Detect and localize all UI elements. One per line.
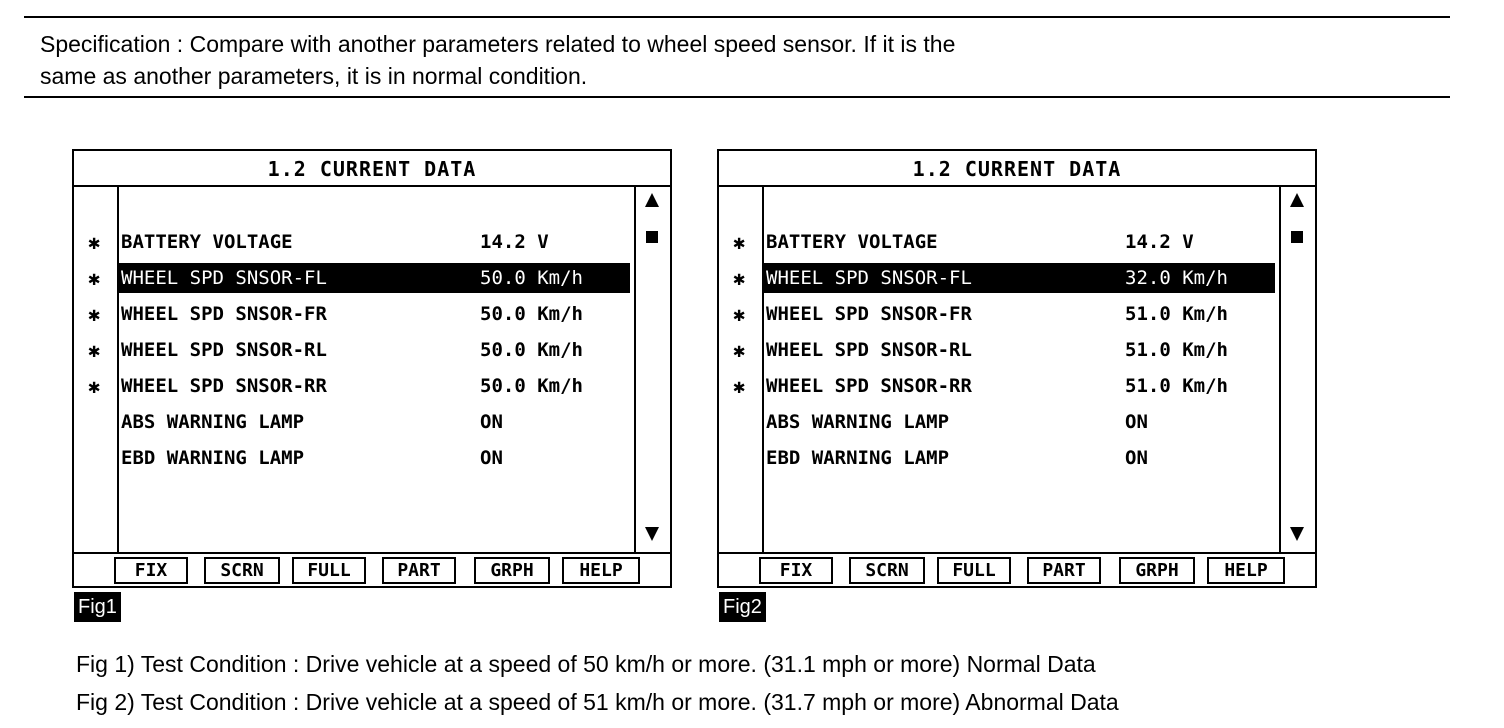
parameter-label: WHEEL SPD SNSOR-FL <box>121 267 327 289</box>
parameter-value: 51.0 Km/h <box>1125 303 1228 325</box>
data-row[interactable] <box>719 335 1279 365</box>
parameter-value: 51.0 Km/h <box>1125 339 1228 361</box>
full-button[interactable]: FULL <box>292 557 366 584</box>
asterisk-icon: ✱ <box>88 230 101 254</box>
scrn-button[interactable]: SCRN <box>849 557 925 584</box>
grph-button[interactable]: GRPH <box>474 557 550 584</box>
parameter-label: BATTERY VOLTAGE <box>766 231 938 253</box>
asterisk-icon: ✱ <box>733 230 746 254</box>
parameter-value: 50.0 Km/h <box>480 339 583 361</box>
fix-button[interactable]: FIX <box>759 557 833 584</box>
top-rule <box>24 16 1450 18</box>
triangle-down-icon[interactable] <box>645 527 659 541</box>
parameter-value: 50.0 Km/h <box>480 375 583 397</box>
parameter-value: 50.0 Km/h <box>480 303 583 325</box>
specification-line-1: Specification : Compare with another parameters related to wheel speed sensor. If it is the <box>40 31 956 57</box>
parameter-value: ON <box>1125 411 1148 433</box>
parameter-label: BATTERY VOLTAGE <box>121 231 293 253</box>
part-button[interactable]: PART <box>1027 557 1101 584</box>
fig2-label: Fig2 <box>719 592 766 622</box>
data-row[interactable] <box>719 263 1279 293</box>
data-list <box>719 187 1315 552</box>
data-row[interactable] <box>74 299 634 329</box>
scrn-button[interactable]: SCRN <box>204 557 280 584</box>
specification-text <box>40 28 1440 92</box>
data-row[interactable] <box>74 407 634 437</box>
parameter-value: 50.0 Km/h <box>480 267 583 289</box>
data-row[interactable] <box>719 443 1279 473</box>
function-key-bar <box>719 552 1315 586</box>
scanner-screen-fig2 <box>717 149 1317 588</box>
data-row[interactable] <box>719 227 1279 257</box>
triangle-up-icon[interactable] <box>645 193 659 207</box>
data-row[interactable] <box>74 227 634 257</box>
parameter-value: 14.2 V <box>1125 231 1194 253</box>
parameter-label: WHEEL SPD SNSOR-FR <box>766 303 972 325</box>
parameter-value: ON <box>480 411 503 433</box>
fig1-label: Fig1 <box>74 592 121 622</box>
screen-title: 1.2 CURRENT DATA <box>719 151 1315 187</box>
asterisk-icon: ✱ <box>88 302 101 326</box>
data-row[interactable] <box>74 443 634 473</box>
parameter-value: 14.2 V <box>480 231 549 253</box>
asterisk-icon: ✱ <box>88 338 101 362</box>
parameter-label: WHEEL SPD SNSOR-FL <box>766 267 972 289</box>
scrollbar[interactable] <box>1281 187 1315 552</box>
parameter-value: 51.0 Km/h <box>1125 375 1228 397</box>
help-button[interactable]: HELP <box>1207 557 1285 584</box>
parameter-label: WHEEL SPD SNSOR-RL <box>121 339 327 361</box>
triangle-up-icon[interactable] <box>1290 193 1304 207</box>
full-button[interactable]: FULL <box>937 557 1011 584</box>
triangle-down-icon[interactable] <box>1290 527 1304 541</box>
parameter-label: EBD WARNING LAMP <box>121 447 305 469</box>
caption-fig2: Fig 2) Test Condition : Drive vehicle at a speed of 51 km/h or more. (31.7 mph or more) Abnormal Data <box>76 689 1119 715</box>
part-button[interactable]: PART <box>382 557 456 584</box>
caption-fig1: Fig 1) Test Condition : Drive vehicle at a speed of 50 km/h or more. (31.1 mph or more) Normal Data <box>76 651 1096 677</box>
grph-button[interactable]: GRPH <box>1119 557 1195 584</box>
asterisk-icon: ✱ <box>733 302 746 326</box>
parameter-label: WHEEL SPD SNSOR-FR <box>121 303 327 325</box>
parameter-label: WHEEL SPD SNSOR-RL <box>766 339 972 361</box>
asterisk-icon: ✱ <box>88 374 101 398</box>
square-thumb-icon[interactable] <box>1291 231 1303 243</box>
parameter-label: WHEEL SPD SNSOR-RR <box>766 375 972 397</box>
data-row[interactable] <box>74 335 634 365</box>
scrollbar[interactable] <box>636 187 670 552</box>
asterisk-icon: ✱ <box>733 338 746 362</box>
parameter-value: ON <box>480 447 503 469</box>
asterisk-icon: ✱ <box>733 374 746 398</box>
help-button[interactable]: HELP <box>562 557 640 584</box>
parameter-label: EBD WARNING LAMP <box>766 447 950 469</box>
parameter-value: 32.0 Km/h <box>1125 267 1228 289</box>
asterisk-icon: ✱ <box>733 266 746 290</box>
data-row[interactable] <box>74 263 634 293</box>
screen-title: 1.2 CURRENT DATA <box>74 151 670 187</box>
asterisk-icon: ✱ <box>88 266 101 290</box>
square-thumb-icon[interactable] <box>646 231 658 243</box>
function-key-bar <box>74 552 670 586</box>
fix-button[interactable]: FIX <box>114 557 188 584</box>
data-list <box>74 187 670 552</box>
data-row[interactable] <box>719 371 1279 401</box>
data-row[interactable] <box>74 371 634 401</box>
bottom-rule <box>24 96 1450 98</box>
data-row[interactable] <box>719 299 1279 329</box>
scanner-screen-fig1 <box>72 149 672 588</box>
parameter-label: WHEEL SPD SNSOR-RR <box>121 375 327 397</box>
parameter-value: ON <box>1125 447 1148 469</box>
specification-line-2: same as another parameters, it is in normal condition. <box>40 63 588 89</box>
data-row[interactable] <box>719 407 1279 437</box>
parameter-label: ABS WARNING LAMP <box>766 411 950 433</box>
parameter-label: ABS WARNING LAMP <box>121 411 305 433</box>
